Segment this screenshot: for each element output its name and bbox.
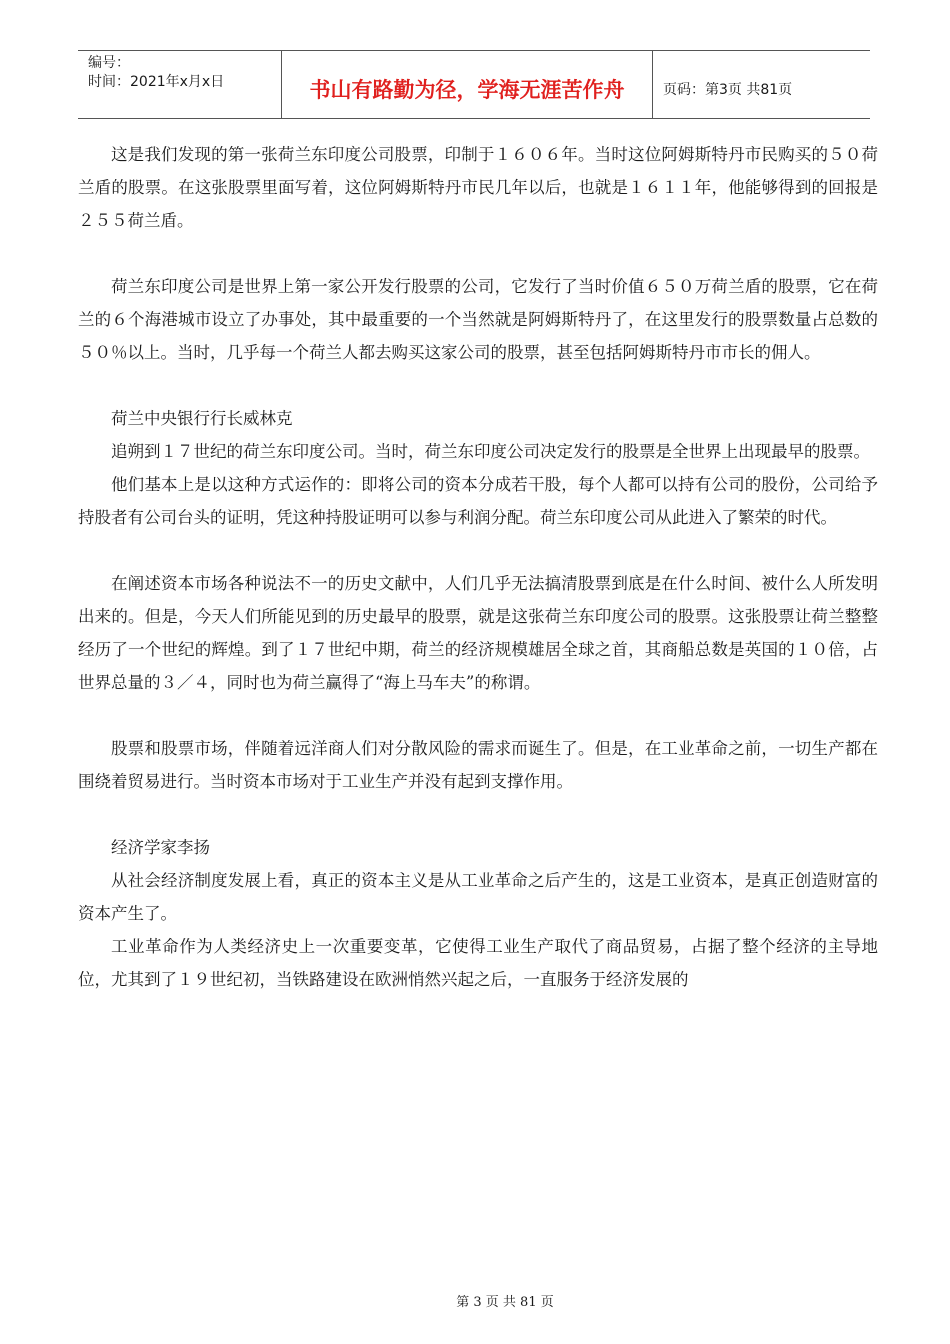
paragraph: 追朔到１７世纪的荷兰东印度公司。当时，荷兰东印度公司决定发行的股票是全世界上出现最早的股票。	[111, 442, 870, 461]
document-time: 时间：2021年x月x日	[88, 74, 225, 90]
header-meta	[78, 51, 282, 118]
paragraph: 股票和股票市场，伴随着远洋商人们对分散风险的需求而诞生了。但是，在工业革命之前，一切生产都在围绕着贸易进行。当时资本市场对于工业生产并没有起到支撑作用。	[78, 739, 878, 791]
page-header	[78, 50, 870, 119]
paragraph: 工业革命作为人类经济史上一次重要变革，它使得工业生产取代了商品贸易，占据了整个经济的主导地位，尤其到了１９世纪初，当铁路建设在欧洲悄然兴起之后，一直服务于经济发展的	[78, 937, 878, 989]
paragraph: 他们基本上是以这种方式运作的：即将公司的资本分成若干股，每个人都可以持有公司的股份，公司给予持股者有公司台头的证明，凭这种持股证明可以参与利润分配。荷兰东印度公司从此进入了繁荣的时代。	[78, 475, 878, 527]
document-body	[78, 138, 878, 996]
paragraph: 从社会经济制度发展上看，真正的资本主义是从工业革命之后产生的，这是工业资本，是真正创造财富的资本产生了。	[78, 871, 878, 923]
paragraph: 荷兰东印度公司是世界上第一家公开发行股票的公司，它发行了当时价值６５０万荷兰盾的股票，它在荷兰的６个海港城市设立了办事处，其中最重要的一个当然就是阿姆斯特丹了，在这里发行的股票数量占总数的５０％以上。当时，几乎每一个荷兰人都去购买这家公司的股票，甚至包括阿姆斯特丹市市长的佣人。	[78, 277, 878, 362]
page-footer: 第 3 页 共 81 页	[456, 1295, 554, 1310]
paragraph: 这是我们发现的第一张荷兰东印度公司股票，印制于１６０６年。当时这位阿姆斯特丹市民购买的５０荷兰盾的股票。在这张股票里面写着，这位阿姆斯特丹市民几年以后，也就是１６１１年，他能够得到的回报是２５５荷兰盾。	[78, 145, 878, 230]
speaker-label: 经济学家李扬	[111, 838, 210, 857]
speaker-label: 荷兰中央银行行长威林克	[111, 409, 293, 428]
document-number: 编号：	[88, 55, 130, 71]
header-page-info: 页码：第3页 共81页	[663, 81, 793, 98]
paragraph: 在阐述资本市场各种说法不一的历史文献中，人们几乎无法搞清股票到底是在什么时间、被什么人所发明出来的。但是，今天人们所能见到的历史最早的股票，就是这张荷兰东印度公司的股票。这张股票让荷兰整整经历了一个世纪的辉煌。到了１７世纪中期，荷兰的经济规模雄居全球之首，其商船总数是英国的１０倍，占世界总量的３／４，同时也为荷兰赢得了“海上马车夫”的称谓。	[78, 574, 878, 692]
header-motto: 书山有路勤为径，学海无涯苦作舟	[282, 51, 653, 118]
